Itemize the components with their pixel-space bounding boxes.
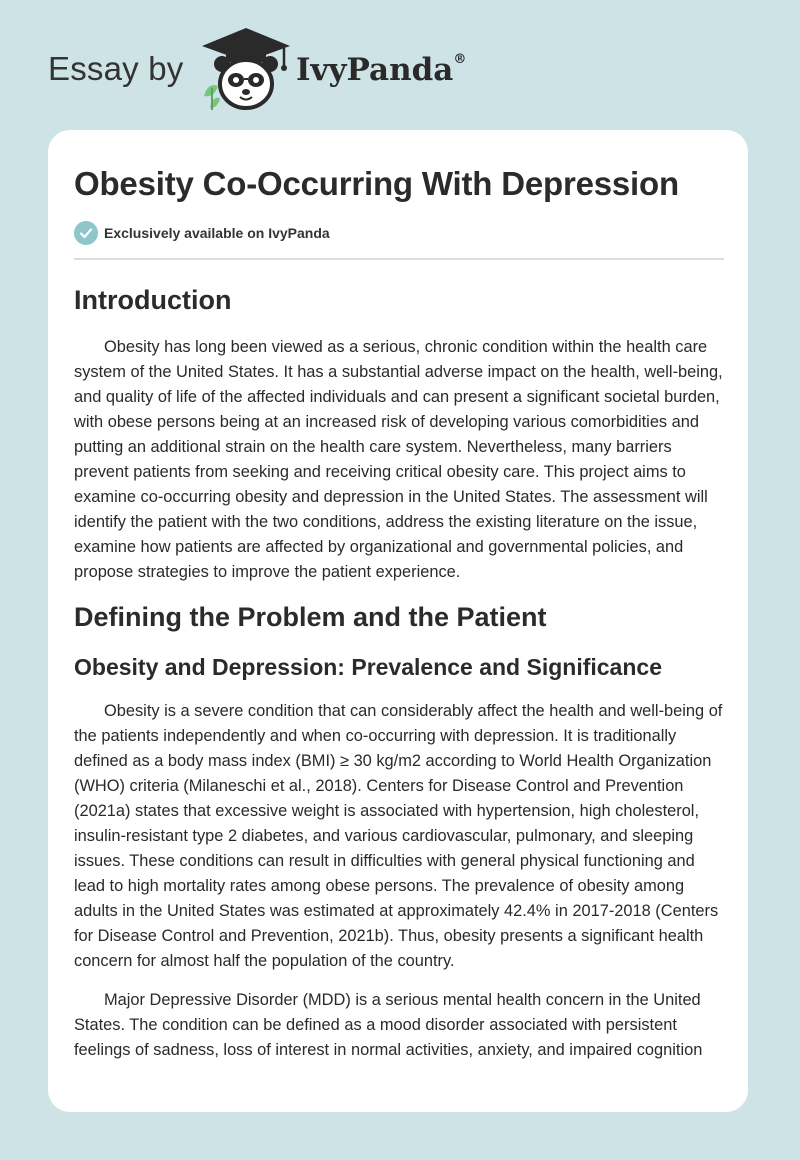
essay-card [48, 130, 748, 1112]
panda-logo-icon[interactable] [198, 26, 294, 112]
paragraph: Obesity is a severe condition that can considerably affect the health and well-being of the patients independently and when co-occurring with depression. It is traditionally defined as a body mass index (BMI) ≥ 30 kg/m2 according to World Health Organization (WHO) criteria (Milaneschi et al., 2018). Centers for Disease Control and Prevention (2021a) states that excessive weight is associated with hypertension, high cholesterol, insulin-resistant type 2 diabetes, and various cardiovascular, pulmonary, and sleeping issues. These conditions can result in difficulties with general physical functioning and lead to high mortality rates among obese persons. The prevalence of obesity among adults in the United States was estimated at approximately 42.4% in 2017-2018 (Centers for Disease Control and Prevention, 2021b). Thus, obesity presents a significant health concern for almost half the population of the country. [74, 702, 723, 970]
paragraph: Obesity has long been viewed as a serious, chronic condition within the health care system of the United States. It has a substantial adverse impact on the health, well-being, and quality of life of the affected individuals and can present a significant societal burden, with obese persons being at an increased risk of developing various comorbidities and putting an additional strain on the health care system. Nevertheless, many barriers prevent patients from seeking and receiving critical obesity care. This project aims to examine co-occurring obesity and depression in the United States. The assessment will identify the patient with the two conditions, address the existing literature on the issue, examine how patients are affected by organizational and governmental policies, and propose strategies to improve the patient experience. [74, 338, 723, 581]
check-icon [74, 221, 98, 245]
section-heading-defining-problem: Defining the Problem and the Patient [74, 602, 547, 632]
brand-prefix: Essay by [48, 50, 184, 87]
essay-title: Obesity Co-Occurring With Depression [74, 165, 679, 202]
section-heading-introduction: Introduction [74, 285, 232, 315]
registered-mark: ® [453, 51, 467, 67]
brand-name[interactable] [296, 52, 466, 88]
exclusive-badge [74, 220, 724, 246]
brand-name-text: IvyPanda [296, 52, 454, 88]
exclusive-badge-text: Exclusively available on IvyPanda [104, 225, 330, 241]
site-header [0, 0, 800, 128]
essay-content [74, 162, 724, 1063]
divider [74, 258, 724, 260]
paragraph: Major Depressive Disorder (MDD) is a serious mental health concern in the United States. The condition can be defined as a mood disorder associated with persistent feelings of sadness, loss of interest in normal activities, anxiety, and impaired cognition [74, 991, 703, 1059]
subsection-heading-prevalence: Obesity and Depression: Prevalence and Significance [74, 654, 662, 680]
